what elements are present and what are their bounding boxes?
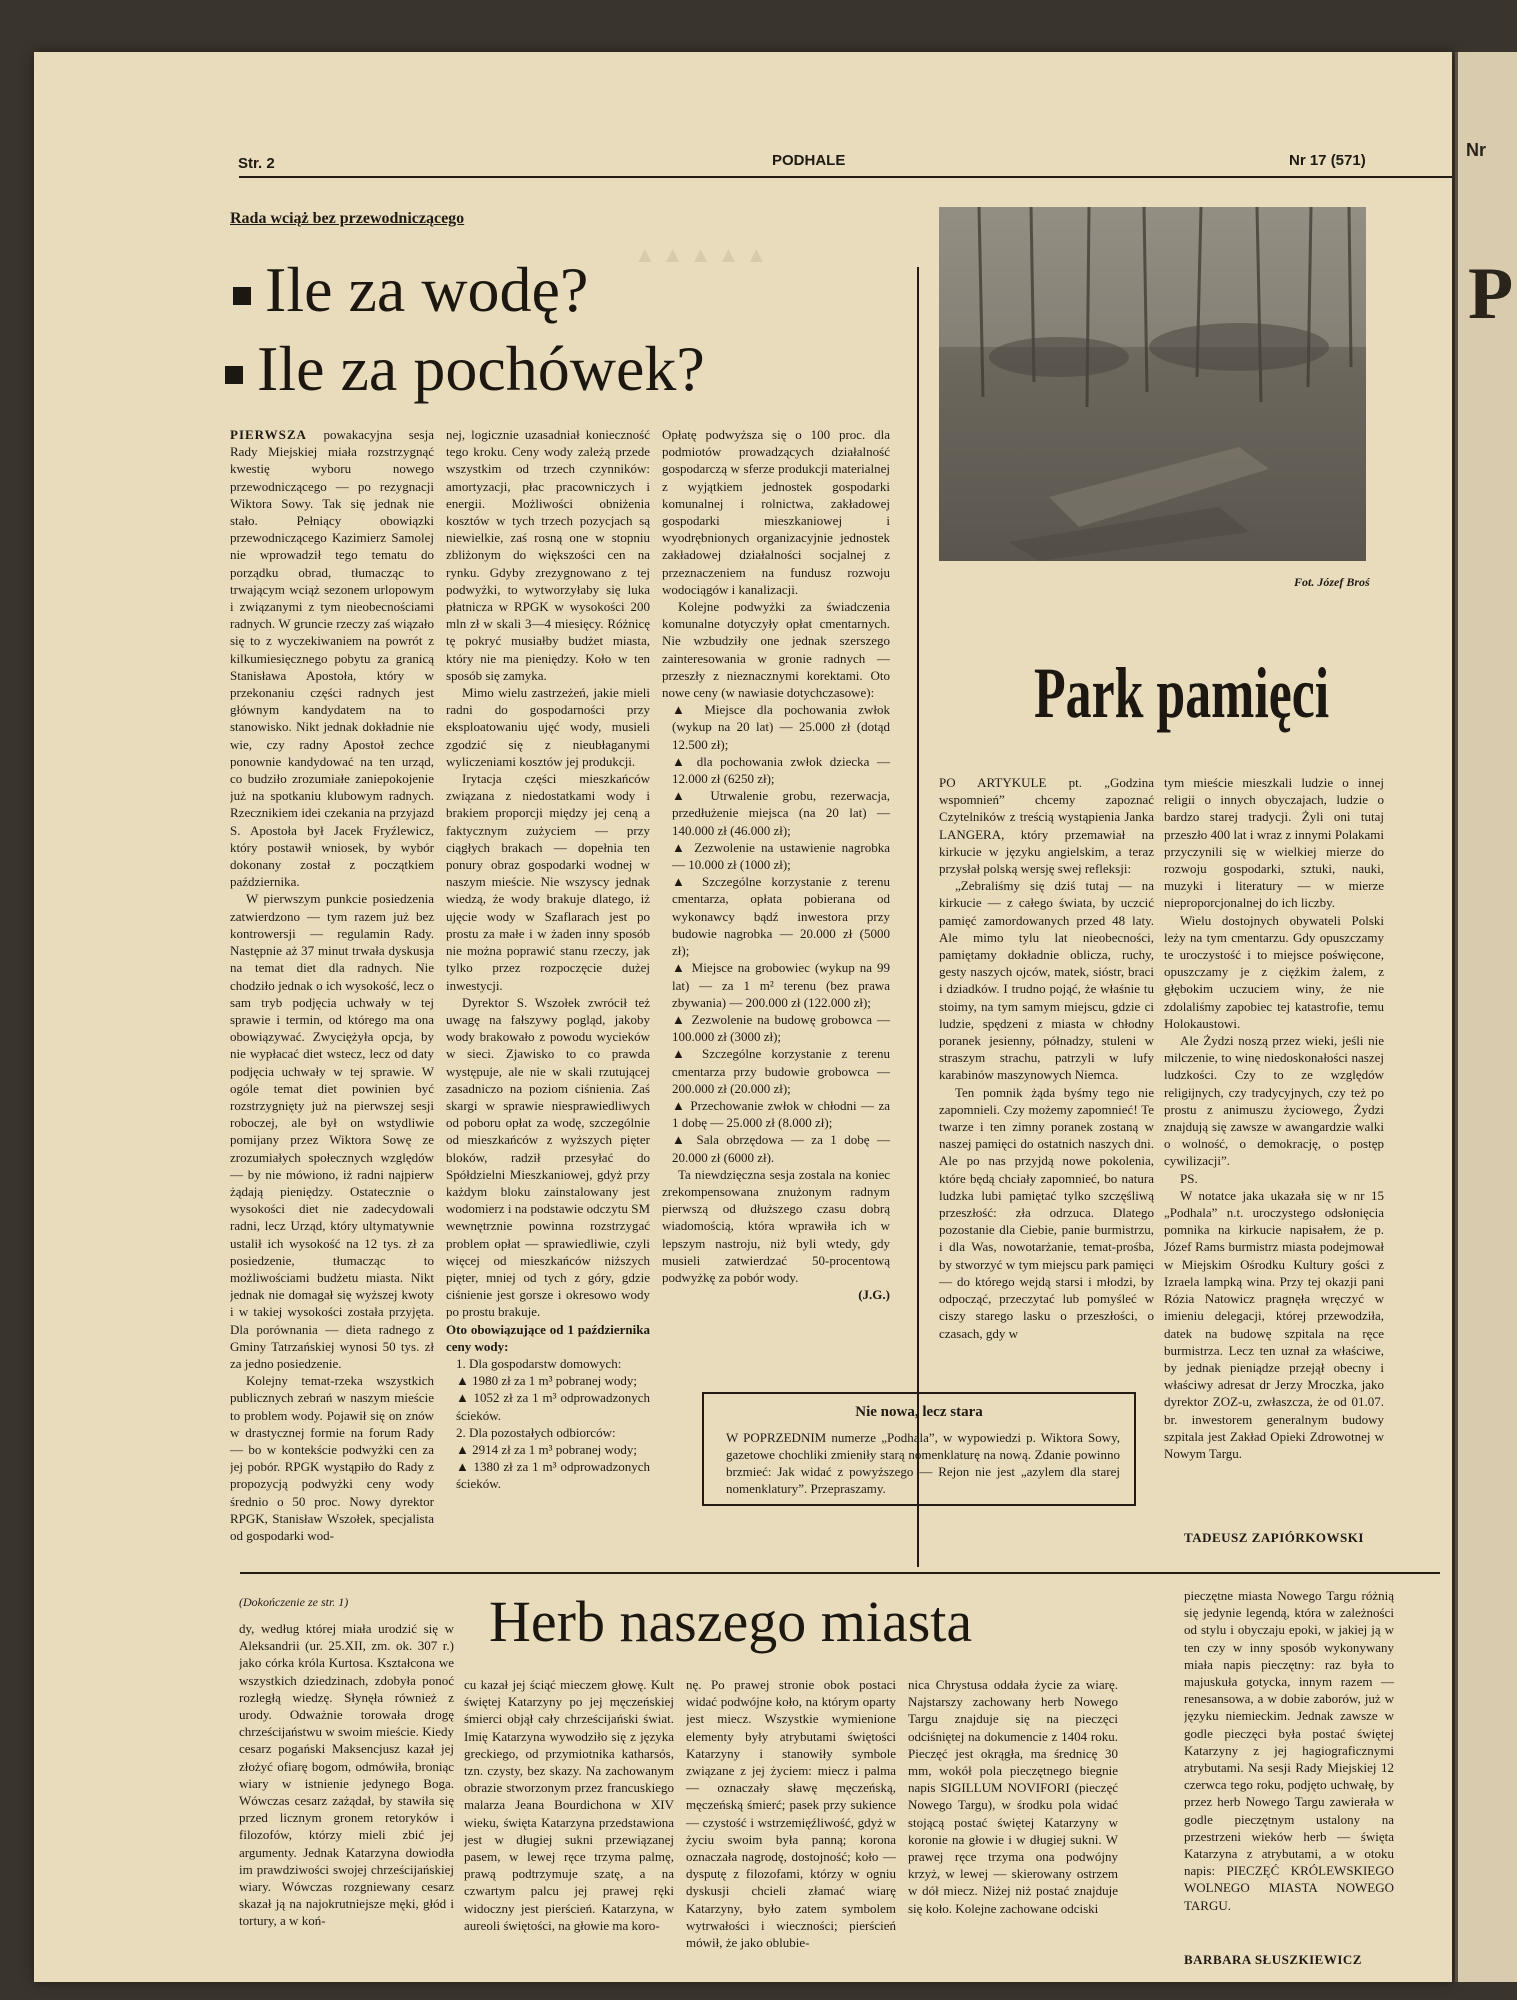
newspaper-title: PODHALE: [772, 152, 846, 169]
paragraph: Irytacja części mieszkańców związana z niedostatkami wody i brakiem proporcji między jej ceną a faktycznym zużyciem — przy ciągłych brakach — dopełnia ten ponury obraz gospodarki wodnej w naszym mieście. Nie wszyscy jednak wiedzą, że wody brakuje dlatego, iż ujęcie wody w Szaflarach jest po prostu za małe i w żaden inny sposób nie można poprawić stanu rzeczy, jak tylko przez rozpoczęcie dużej inwestycji.: [446, 771, 650, 993]
list-item: 2. Dla pozostałych odbiorców:: [456, 1424, 616, 1440]
paragraph: PS.: [1180, 1170, 1198, 1186]
paragraph: Kolejne podwyżki za świadczenia komunalne dotyczyły opłat cmentarnych. Nie wzbudziły one jednak szerszego zainteresowania w gronie radnych — przeszły z nieznacznymi korektami. Oto nowe ceny (w nawiasie dotychczasowe):: [662, 599, 890, 701]
paragraph: powakacyjna sesja Rady Miejskiej miała rozstrzygnąć kwestię wyboru nowego przewodniczącego — po rezygnacji Wiktora Sowy. Tak się jednak nie stało. Pełniący obowiązki przewodniczącego Kazimierz Samolej nie wprowadził tego tematu do porządku obrad, tłumacząc to trwającym wciąż sezonem urlopowym i związanymi z tym nieobecnościami radnych. W gruncie rzeczy zaś wiązało się to z wyczekiwaniem na powrót z kilkumiesięcznego pobytu za granicą Stanisława Apostoła, który w przekonaniu części radnych jest głównym kandydatem na to stanowisko. Nikt jednak dokładnie nie wie, czy radny Apostoł zechce ponownie kandydować na ten urząd, co budziło zrozumiałe zaniepokojenie już na spotkaniu klubowym radnych. Rzecznikiem idei czekania na przyjazd S. Apostoła był Jacek Fryźlewicz, który postawił wniosek, by wybór dokonany został z początkiem października.: [230, 427, 434, 890]
column-divider: [917, 267, 919, 1567]
list-item: ▲ Szczególne korzystanie z terenu cmentarza, opłata pobierana od wykonawcy bądź inwestora przy budowie nagrobka — 20.000 zł (5000 zł);: [672, 874, 890, 959]
continued-note: (Dokończenie ze str. 1): [239, 1595, 349, 1609]
correction-text: W POPRZEDNIM numerze „Podhala”, w wypowiedzi p. Wiktora Sowy, gazetowe chochliki zmieniły starą nomenklaturę na nową. Zdanie powinno brzmieć: Jak widać z powyższego — Rejon nie jest „azylem dla starej nomenklatury”. Przepraszamy.: [726, 1430, 1120, 1496]
article1-column-1: [230, 426, 434, 1596]
list-item: ▲ 1052 zł za 1 m³ odprowadzonych ścieków.: [456, 1390, 650, 1423]
article3-column-3: [686, 1676, 896, 1971]
paragraph: Ale Żydzi noszą przez wieki, jeśli nie milczenie, to winę niedoskonałości naszej ludzkości. Czy to ze względów religijnych, czy tradycyjnych, czy też po prostu z animuszu życiowego, Żydzi znajdują się zawsze w awangardzie walki o wolność, o demokrację, o postęp cywilizacji”.: [1164, 1033, 1384, 1169]
paragraph: Mimo wielu zastrzeżeń, jakie mieli radni do gospodarności przy eksploatowaniu ujęć wody, musieli zgodzić się z nieubłaganymi wyliczeniami kosztów jej produkcji.: [446, 685, 650, 769]
adjacent-page-issue: Nr: [1466, 140, 1487, 160]
list-item: ▲ Przechowanie zwłok w chłodni — za 1 dobę — 25.000 zł (8.000 zł);: [672, 1097, 890, 1131]
article2-author: TADEUSZ ZAPIÓRKOWSKI: [1184, 1530, 1364, 1545]
header-rule: [239, 176, 1452, 178]
article-signature: (J.G.): [858, 1287, 890, 1303]
list-item: ▲ 2914 zł za 1 m³ pobranej wody;: [456, 1441, 638, 1457]
correction-box: [702, 1392, 1136, 1506]
article3-author: BARBARA SŁUSZKIEWICZ: [1184, 1952, 1362, 1967]
section-divider: [240, 1572, 1440, 1574]
paragraph: Ta niewdzięczna sesja zostala na koniec zrekompensowana znużonym radnym pierwszą od dłuższego czasu dobrą wiadomością, która wprawiła ich w lepszym nastroju, niż byli wtedy, gdy musieli zatwierdzać 50-procentową podwyżkę za pobór wody.: [662, 1166, 890, 1285]
issue-number: Nr 17 (571): [1289, 152, 1366, 169]
list-item: ▲ Zezwolenie na budowę grobowca — 100.000 zł (3000 zł);: [672, 1011, 890, 1045]
paragraph: W pierwszym punkcie posiedzenia zatwierdzono — tym razem już bez kontrowersji — regulamin Rady. Następnie aż 37 minut trwała dyskusja na temat diet dla radnych. Nie chodziło jednak o ich wysokość, lecz o sam tryb podjęcia uchwały w tej sprawie i termin, od którego ma ona obowiązywać. Zwyciężyła opcja, by nie wypłacać diet wstecz, lecz od daty podjęcia uchwały w tej sprawie. W ogóle temat diet powinien być rozstrzygnięty już na pierwszej sesji roboczej, ale był on wstydliwie pomijany przez Wiktora Sowę ze zrozumiałych społecznych względów — by nie mówiono, iż radni najpierw żądają pieniędzy. Ostatecznie o wysokości diet nie zadecydowali radni, lecz Urząd, który ultymatywnie ustalił ich wysokość na 12 tys. zł za posiedzenie, tłumacząc to możliwościami budżetu miasta. Nikt jednak nie domagał się wyższej kwoty i w takiej wysokości została przyjęta. Dla porównania — dieta radnego z Gminy Tatrzańskiej wynosi 50 tys. zł za jedno posiedzenie.: [230, 891, 434, 1371]
paragraph: W notatce jaka ukazała się w nr 15 „Podhala” n.t. uroczystego odsłonięcia pomnika na kirkucie napisałem, że p. Józef Rams burmistrz miasta podejmował w Miejskim Ośrodku Kultury gości z Izraela lampką wina. Przy tej okazji pani Rózia Natowicz pragnęła wręczyć w imieniu delegacji, której przewodziła, datek na budowę szpitala na ręce burmistrza. Lecz ten uznał za właściwe, by jednak pieniądze przejął obecny i właściwy adresat dr Jerzy Mroczka, jako dyrektor ZOZ-u, zwłaszcza, że od 01.07. br. inwestorem generalnym budowy szpitala jest Zakład Opieki Zdrowotnej w Nowym Targu.: [1164, 1187, 1384, 1461]
paragraph: dy, według której miała urodzić się w Aleksandrii (ur. 25.XII, zm. ok. 307 r.) jako córka króla Kurtosa. Kształcona we wszystkich dziedzinach, zdobyła ponoć rozległą wiedzę. Słynęła również z urody. Odważnie torowała drogę chrześcijaństwu w swoim mieście. Kiedy cesarz pogański Maksencjusz kazał jej złożyć ofiarę bogom, odmówiła, broniąc wiary w istnienie jedynego Boga. Wówczas cesarz zażądał, by stawiła się przed licznym gronem retoryków i filozofów, którzy mieli zbić jej argumenty. Jednak Katarzyna dowiodła im prawdziwości swojej chrześcijańskiej wiary. Wówczas rozgniewany cesarz skazał ją na najokrutniejsze męki, głód i tortury, a w koń-: [239, 1621, 454, 1929]
article-kicker: Rada wciąż bez przewodniczącego: [230, 210, 465, 227]
list-item: ▲ Zezwolenie na ustawienie nagrobka — 10.000 zł (1000 zł);: [672, 839, 890, 873]
list-item: ▲ dla pochowania zwłok dziecka — 12.000 zł (6250 zł);: [672, 753, 890, 787]
paragraph: nej, logicznie uzasadniał konieczność tego kroku. Ceny wody zależą przede wszystkim od trzech czynników: amortyzacji, płac pracowniczych i energii. Możliwości obniżenia kosztów w tych trzech pozycjach są niewielkie, zaś rosną one w stopniu zbliżonym do większości cen na rynku. Gdyby zrezygnowano z tej podwyżki, to wytworzyłaby się luka płatnicza w RPGK w wysokości 200 mln zł w skali 3—4 miesięcy. Różnicę tę pokryć musiałby budżet miasta, który nie ma pieniędzy. Koło w ten sposób się zamyka.: [446, 427, 650, 683]
list-item: ▲ 1380 zł za 1 m³ odprowadzonych ścieków.: [456, 1459, 650, 1492]
adjacent-page-edge: [1455, 52, 1517, 1982]
list-item: ▲ Miejsce dla pochowania zwłok (wykup na 20 lat) — 25.000 zł (dotąd 12.500 zł);: [672, 702, 890, 752]
list-item: 1. Dla gospodarstw domowych:: [456, 1355, 622, 1371]
paragraph: „Zebraliśmy się dziś tutaj — na kirkucie — z całego świata, by uczcić pamięć zamordowanych przed 48 laty. Ale mimo tylu lat nieobecności, pamiętamy dokładnie oblicza, ruchy, gesty naszych ojców, matek, sióstr, braci i dziadków. I trudno pojąć, że właśnie tu stoimy, na tym samym miejscu, gdzie ci ludzie, spędzeni z miasta w chłodny poranek jesienny, półnadzy, stuleni w straszym strachu, patrzyli w lufy karabinów maszynowych Niemca.: [939, 878, 1154, 1083]
paragraph: nę. Po prawej stronie obok postaci widać podwójne koło, na którym oparty jest miecz. Wszystkie wymienione elementy były atrybutami świętości Katarzyny i stanowiły symbole związane z jej życiem: miecz i palma — oznaczały sławę męczeńską, męczeńską śmierć; pasek przy sukience — czystość i wstrzemięźliwość, gdyż w życiu swoim była panną; korona oznaczała nagrodę, dostojność; koło — dysputę z filozofami, którzy w ogniu dyskusji chcieli złamać wiarę Katarzyny, było zatem symbolem wytrwałości i wieczności; pierścień mówił, że jako oblubie-: [686, 1677, 896, 1951]
list-item: ▲ 1980 zł za 1 m³ pobranej wody;: [456, 1373, 638, 1389]
page-number: Str. 2: [238, 155, 275, 172]
lead-word: PIERWSZA: [230, 427, 307, 442]
article2-column-2: [1164, 774, 1384, 1514]
article3-column-4: [908, 1676, 1118, 1971]
paragraph: Dyrektor S. Wszołek zwrócił też uwagę na fałszywy pogląd, jakoby wody brakowało z powodu wycieków w sieci. Zjawisko to co prawda występuje, ale nie w skali rzutującej zasadniczo na poziom ciśnienia. Zaś skargi w sprawie niesprawiedliwych od poboru opłat za wodę, szczególnie od mieszkańców z wyższych pięter bloków, radził przesyłać do Spółdzielni Mieszkaniowej, gdyż przy każdym bloku zainstalowany jest wodomierz i na podstawie odczytu SM wewnętrznie powinna rozstrzygać problem opłat — sprawiedliwie, czyli więcej od mieszkańców niższych pięter, mniej od tych z góry, gdzie ciśnienie jest gorsze i okresowo wody po prostu brakuje.: [446, 994, 650, 1320]
bleed-through-text: ▲ ▲ ▲ ▲ ▲: [634, 242, 768, 267]
square-bullet-icon: [233, 287, 251, 305]
article1-column-2: [446, 426, 650, 1596]
photo-caption: Fot. Józef Broś: [1294, 575, 1370, 589]
paragraph: tym mieście mieszkali ludzie o innej religii o innych obyczajach, ludzie o bardzo starej tradycji. Żyli oni tutaj przeszło 400 lat i wraz z innymi Polakami przyczynili się w wielkiej mierze do rozwoju gospodarki, sztuki, nauki, muzyki i literatury — w mierze nieproporcjonalnej do ich liczby.: [1164, 775, 1384, 911]
price-list-heading: Oto obowiązujące od 1 października ceny wody:: [446, 1321, 650, 1354]
headline-burial-text: Ile za pochówek?: [257, 333, 705, 404]
paragraph: Opłatę podwyższa się o 100 proc. dla podmiotów prowadzących działalność gospodarczą w sferze produkcji materialnej z wyjątkiem jednostek gospodarki komunalnej i rolnictwa, zakładowej gospodarki mieszkaniowej i wyodrębnionych organizacyjnie jednostek zakładowej działalności socjalnej z przeznaczeniem na fundusz rozwoju wodociągów i kanalizacji.: [662, 427, 890, 597]
list-item: ▲ Szczególne korzystanie z terenu cmentarza przy budowie grobowca — 200.000 zł (20.000 zł);: [672, 1046, 890, 1096]
list-item: ▲ Sala obrzędowa — za 1 dobę — 20.000 zł (6000 zł).: [672, 1132, 890, 1165]
article3-column-1: [239, 1620, 454, 1965]
list-item: ▲ Miejsce na grobowiec (wykup na 99 lat) — za 1 m² terenu (bez prawa zbywania) — 200.000 zł (122.000 zł);: [672, 960, 890, 1010]
cemetery-photo: [939, 207, 1366, 561]
list-item: ▲ Utrwalenie grobu, rezerwacja, przedłużenie miejsca (na 20 lat) — 140.000 zł (46.000 zł);: [672, 788, 890, 838]
square-bullet-icon: [225, 366, 243, 384]
paragraph: cu kazał jej ściąć mieczem głowę. Kult świętej Katarzyny po jej męczeńskiej śmierci objął cały chrześcijański świat. Imię Katarzyna wywodziło się z języka greckiego, od przymiotnika katharsós, tzn. czysty, bez skazy. Na zachowanym obrazie stworzonym przez francuskiego malarza Jeana Bourdichona w XIV wieku, święta Katarzyna przedstawiona jest w długiej sukni przewiązanej pasem, w lewej ręce trzyma palmę, prawą podtrzymuje szatę, a na czwartym palcu jej prawej ręki widoczny jest pierścień. Katarzyna, w aureoli świętości, na głowie ma koro-: [464, 1677, 674, 1933]
correction-title: Nie nowa, lecz stara: [855, 1404, 983, 1420]
headline-water-text: Ile za wodę?: [265, 254, 589, 325]
article1-column-3: [662, 426, 890, 1371]
article-title-herb: Herb naszego miasta: [489, 1589, 973, 1654]
paragraph: Ten pomnik żąda byśmy tego nie zapomnieli. Czy możemy zapomnieć! Te twarze i ten zimny poranek zostaną w naszej pamięci do ostatnich naszych dni. Ale po nas przyjdą nowe pokolenia, które będą chciały zapomnieć, bo natura ludzka lubi pamiętać tylko szczęśliwą przeszłość: zła odrzuca. Dlatego pozostanie dla Ciebie, panie burmistrzu, i dla Was, nowotarżanie, temat-prośba, by stworzyć w tym miejscu park pamięci — do którego wejdą starsi i młodzi, by odpocząć, przeczytać lub pomyśleć w ciszy starego lasku o przeszłości, o czasach, gdy w: [939, 1084, 1154, 1341]
headline-water: [233, 254, 589, 325]
paragraph: Wielu dostojnych obywateli Polski leży na tym cmentarzu. Gdy opuszczamy te uroczystość i to miejsce poświęcone, opuszczamy je z ciężkim żalem, z głębokim uczuciem winy, że nie zdolaliśmy zapobiec tej katastrofie, temu Holokaustowi.: [1164, 912, 1384, 1031]
paragraph: nica Chrystusa oddała życie za wiarę. Najstarszy zachowany herb Nowego Targu znajduje się na pieczęci odciśniętej na dokumencie z 1404 roku. Pieczęć jest okrągła, ma średnicę 30 mm, wokół pola pieczętnego biegnie napis SIGILLUM NOVIFORI (pieczęć Nowego Targu), w środku pola widać stojącą postać świętej Katarzyny w koronie na głowie i w długiej sukni. W prawej ręce trzyma ona podwójny krzyż, w lewej — skierowany ostrzem w dół miecz. Niżej niż postać znajduje się koło. Kolejne zachowane odciski: [908, 1677, 1118, 1916]
newspaper-page: [34, 52, 1452, 1982]
article-title-park: Park pamięci: [1034, 653, 1330, 733]
paragraph: pieczętne miasta Nowego Targu różnią się jedynie legendą, która w zależności od stylu i obyczaju epoki, w jakiej ją w ten czy w inny sposób wykonywany miała napis pieczętny: raz była to majuskuła gotycka, innym razem — renesansowa, a w dobie zaborów, już w języku niemieckim. Jednak zawsze w godle pieczęci była postać świętej Katarzyny z jej hagiograficznymi atrybutami. Na sesji Rady Miejskiej 12 czerwca tego roku, podjęto uchwałę, by przez herb Nowego Targu zawierała w godle pieczętnym ustalony na przestrzeni wieków herb — święta Katarzyna z atrybutami, a w otoku napis: PIECZĘĆ KRÓLEWSKIEGO WOLNEGO MIASTA NOWEGO TARGU.: [1184, 1588, 1394, 1913]
headline-burial: [225, 333, 705, 404]
adjacent-page-letter: P: [1468, 253, 1514, 335]
forest-cemetery-image: [939, 207, 1366, 561]
article3-column-2: [464, 1676, 674, 1971]
paragraph: PO ARTYKULE pt. „Godzina wspomnień” chcemy zapoznać Czytelników z treścią wystąpienia Janka LANGERA, który przemawiał na kirkucie w języku angielskim, a teraz przysłał polską wersję swej refleksji:: [939, 775, 1154, 877]
paragraph: Kolejny temat-rzeka wszystkich publicznych zebrań w naszym mieście to problem wody. Pojawił się on znów w drastycznej formie na forum Rady — bo w kontekście podwyżki cen za jej pobór. RPGK wystąpiło do Rady z propozycją podwyżki ceny wody średnio o 50 proc. Nowy dyrektor RPGK, Stanisław Wszołek, specjalista od gospodarki wod-: [230, 1373, 434, 1543]
article3-column-5: [1184, 1587, 1394, 1947]
